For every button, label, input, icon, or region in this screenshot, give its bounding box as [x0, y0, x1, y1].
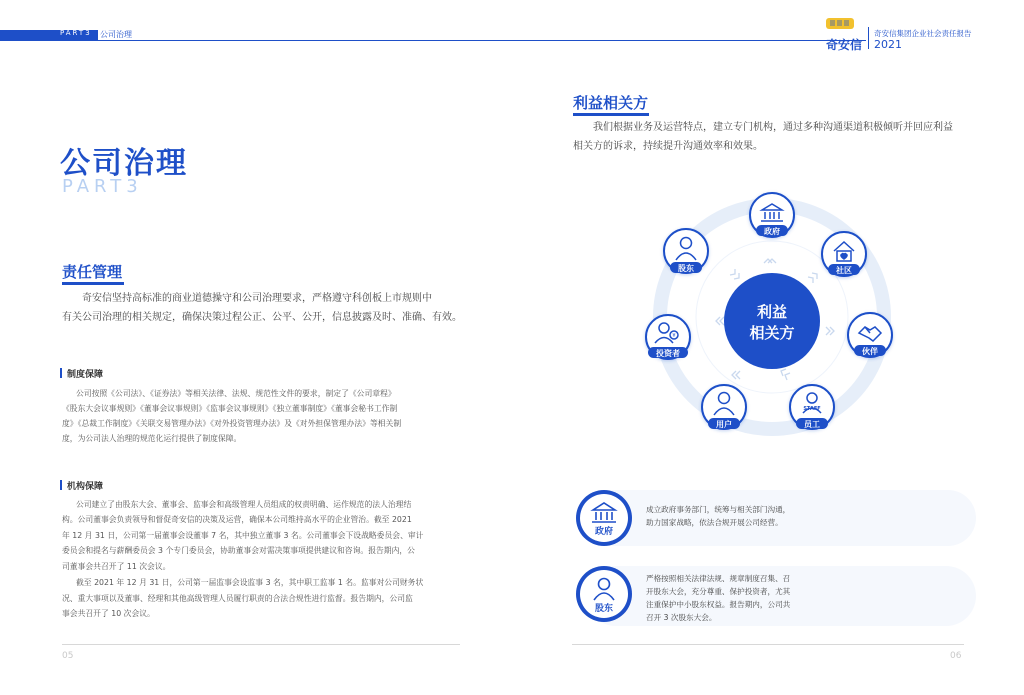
right-page-number: 06	[950, 651, 962, 661]
right-footer-rule	[572, 644, 964, 645]
staff-icon-text: STAFF	[803, 406, 821, 412]
header-part-label: PART3	[60, 29, 92, 37]
org-line-5: 司董事会共召开了 11 次会议。	[62, 562, 171, 571]
gov-card-badge	[574, 488, 634, 548]
stakeholder-underline	[573, 113, 649, 116]
shareholder-card-badge	[574, 564, 634, 624]
org-line-6: 截至 2021 年 12 月 31 日，公司第一届监事会设监事 3 名，其中职工监事 1 名。监事对公司财务状	[76, 578, 424, 587]
stakeholder-line-2: 相关方的诉求，持续提升沟通效率和效果。	[573, 141, 763, 152]
node-label-staff: 员工	[804, 420, 820, 429]
org-line-7: 况、重大事项以及董事、经理和其他高级管理人员履行职责的合法合规性进行监督。报告期内，公司监	[62, 594, 413, 603]
node-label-investor: 投资者	[656, 349, 680, 358]
responsibility-line-1: 奇安信坚持高标准的商业道德操守和公司治理要求，严格遵守科创板上市规则中	[82, 293, 432, 304]
center-label-2: 相关方	[749, 324, 795, 342]
org-line-4: 委员会和提名与薪酬委员会 3 个专门委员会，协助董事会对需决策事项提供建议和咨询。报告期内，公	[62, 546, 415, 555]
node-label-government: 政府	[764, 227, 780, 236]
shareholder-card-line-1: 严格按照相关法律法规、规章制度召集、召	[646, 574, 791, 583]
report-year: 2021	[874, 38, 902, 51]
investor-yen-glyph: ¥	[672, 333, 676, 339]
stakeholder-diagram	[640, 185, 904, 445]
system-line-4: 度，为公司法人治理的规范化运行提供了制度保障。	[62, 434, 242, 443]
shareholder-card-line-4: 召开 3 次股东大会。	[646, 613, 717, 622]
gov-card-label: 政府	[594, 527, 614, 537]
org-line-8: 事会共召开了 10 次会议。	[62, 609, 155, 618]
responsibility-line-2: 有关公司治理的相关规定，确保决策过程公正、公平、公开，信息披露及时、准确、有效。	[62, 312, 462, 323]
center-label-1: 利益	[756, 303, 788, 321]
node-label-community: 社区	[836, 266, 852, 275]
node-label-shareholder: 股东	[678, 264, 694, 273]
report-title: 奇安信集团企业社会责任报告	[874, 29, 972, 38]
gov-card-line-1: 成立政府事务部门，统筹与相关部门沟通，	[646, 505, 791, 514]
system-line-3: 度》《总裁工作制度》《关联交易管理办法》《对外投资管理办法》及《对外担保管理办法》等相关制	[62, 419, 402, 428]
left-page-number: 05	[62, 651, 74, 661]
stakeholder-line-1: 我们根据业务及运营特点，建立专门机构，通过多种沟通渠道积极倾听并回应利益	[593, 122, 953, 133]
center-circle	[724, 273, 820, 369]
org-line-1: 公司建立了由股东大会、董事会、监事会和高级管理人员组成的权责明确、运作规范的法人治理结	[76, 500, 412, 509]
brand-name: 奇安信	[826, 38, 863, 52]
shareholder-card-label: 股东	[594, 604, 614, 614]
gov-card-line-2: 助力国家战略，依法合规开展公司经营。	[646, 518, 783, 527]
shareholder-card-line-2: 开股东大会，充分尊重、保护投资者，尤其	[646, 587, 791, 596]
left-footer-rule	[62, 644, 460, 645]
responsibility-heading: 责任管理	[62, 263, 123, 281]
system-heading: 制度保障	[67, 370, 104, 380]
header-divider	[868, 27, 869, 49]
system-line-1: 公司按照《公司法》、《证券法》等相关法律、法规、规范性文件的要求，制定了《公司章程》	[76, 389, 396, 398]
brand-logo-icon	[826, 16, 854, 30]
org-heading: 机构保障	[67, 482, 104, 492]
org-line-2: 构。公司董事会负责领导和督促奇安信的决策及运营，确保本公司维持高水平的企业管治。截至 2021	[62, 515, 412, 524]
org-line-3: 年 12 月 31 日，公司第一届董事会设董事 7 名，其中独立董事 3 名。公司董事会下设战略委员会、审计	[62, 531, 424, 540]
page-title: 公司治理	[60, 146, 188, 181]
page-subtitle: PART3	[62, 176, 143, 197]
stakeholder-heading: 利益相关方	[573, 94, 649, 112]
org-marker	[60, 480, 62, 490]
system-marker	[60, 368, 62, 378]
header-section-label: 公司治理	[100, 30, 132, 39]
node-label-partner: 伙伴	[862, 347, 878, 356]
responsibility-underline	[62, 282, 124, 285]
header-rule	[0, 40, 866, 41]
shareholder-card-line-3: 注重保护中小股东权益。报告期内，公司共	[646, 600, 791, 609]
node-label-user: 用户	[716, 420, 732, 429]
system-line-2: 《股东大会议事规则》《董事会议事规则》《监事会议事规则》《独立董事制度》《董事会秘书工作制	[62, 404, 398, 413]
